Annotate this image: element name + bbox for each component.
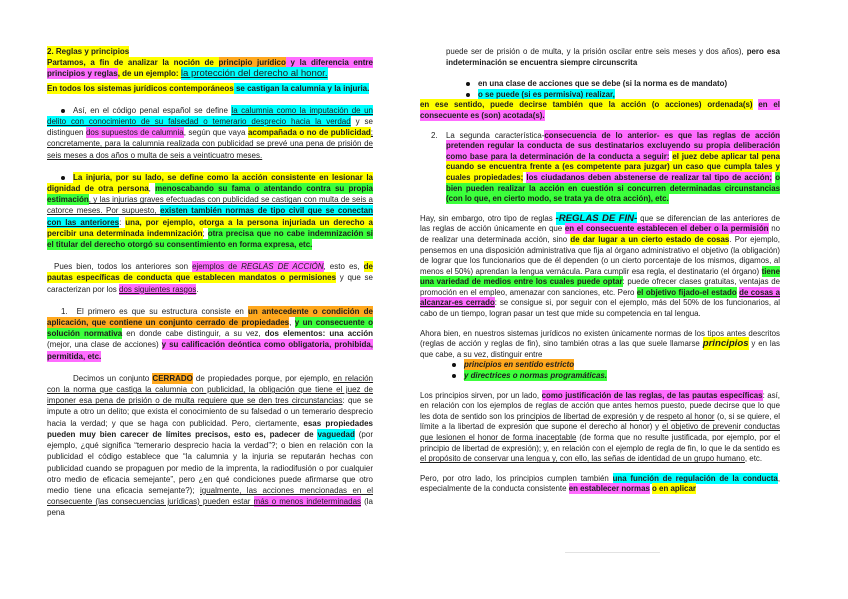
- highlighted-text: y la diferencia entre principios y reglas: [47, 58, 373, 79]
- text-run: ; concretamente, para la calumnia realizada con publicidad se prevé una pena de prisión de seis meses a dos años o multa de seis a veinticuatro meses.: [47, 128, 373, 160]
- text-run: (de forma que no resulte justificada, por ejemplo, por el principio de libertad de expresión); y, en relación con el ejemplo de regla de fin, lo que le da sentido es: [420, 433, 780, 453]
- highlighted-text: más o menos indeterminadas: [253, 497, 362, 507]
- highlighted-text: y directrices o normas programáticas.: [464, 371, 607, 381]
- bullet-marker: [61, 176, 65, 180]
- bullet-marker: [61, 109, 65, 113]
- highlighted-text: dos supuestos de calumnia: [85, 128, 184, 138]
- text-run: y que se caracterizan por los: [47, 273, 373, 294]
- numbered-item-2: [420, 131, 780, 205]
- text-run: La segunda característica-: [446, 130, 545, 140]
- text-run: : así, en relación con los ejemplos de reglas de acción que antes hemos puesto, puede decirse que lo que les dota de sentido son los: [420, 390, 780, 421]
- text-run: (la pena: [47, 497, 373, 518]
- highlighted-text: principios: [702, 338, 749, 350]
- highlighted-text: una, por ejemplo, otorga a la persona injuriada un derecho a percibir una determinada indemnización: [47, 217, 373, 238]
- item-number: 2.: [431, 130, 438, 140]
- item-text: [47, 306, 373, 362]
- bullet-text: [464, 359, 574, 370]
- highlighted-text: en el consecuente establecen el deber o la permisión: [564, 224, 769, 234]
- bullet-text: [47, 105, 373, 160]
- highlighted-text: -REGLAS DE FIN-: [555, 212, 638, 224]
- highlighted-text: un antecedente o condición de aplicación, que contiene un conjunto cerrado de propiedades: [47, 306, 373, 328]
- intro-paragraph: [47, 57, 373, 79]
- highlighted-text: La injuria, por su lado, se define como la acción consistente en lesionar la dignidad de otra persona: [47, 172, 373, 194]
- text-run: .: [196, 284, 199, 294]
- text-run: ,: [148, 184, 156, 194]
- highlighted-text: la protección del derecho al honor.: [180, 68, 328, 80]
- highlighted-text: de pautas específicas de conducta que establecen mandatos o permisiones: [47, 262, 373, 283]
- bullet-marker: [452, 363, 456, 367]
- text-run: Así, en el código penal español se define: [73, 105, 232, 115]
- highlighted-text: de dar lugar a un cierto estado de cosas: [570, 234, 730, 244]
- text-run: El primero es que su estructura consiste en: [76, 306, 249, 316]
- bullet-marker: [452, 374, 456, 378]
- highlighted-text: principios en sentido estricto: [464, 360, 575, 370]
- closed-set-paragraph: [47, 373, 373, 519]
- highlighted-text: principio jurídico: [218, 58, 286, 68]
- bullet-text: [478, 89, 615, 100]
- bullet-text: [464, 370, 607, 381]
- highlighted-text: una función de regulación de la conducta: [612, 473, 778, 483]
- highlighted-text: o bien pueden realizar la acción en cuestión si concurren determinadas circunstancias (con lo que, en cierto modo, se trata ya de otra acción), etc.: [446, 172, 780, 204]
- highlighted-text: CERRADO: [152, 373, 193, 383]
- text-run: y se distinguen: [47, 117, 373, 138]
- text-run: : que se impute a otro un delito; que exista el conocimiento de su falsedad o un temerario desprecio hacia la verdad; y que se haga con publicidad. Pero, ciertamente,: [47, 396, 373, 428]
- principles-intro-paragraph: [420, 329, 780, 361]
- highlighted-text: REGLAS DE ACCIÓN: [241, 262, 324, 272]
- text-run: :: [119, 217, 126, 227]
- text-run: ;: [202, 228, 208, 238]
- text-run: no de realizar una determinada acción, sino: [420, 224, 780, 244]
- highlighted-text: la calumnia como la imputación de un delito con conocimiento de su falsedad o temerario desprecio hacia la verdad: [47, 105, 373, 127]
- continuation-paragraph: [420, 47, 780, 68]
- highlighted-text: y un consecuente o solución normativa: [47, 318, 373, 339]
- ends-rules-paragraph: [420, 214, 780, 320]
- text-run: : puede ofrecer clases gratuitas, ventajas de promoción en el empleo, amenazar con sanciones, etc. Pero: [420, 277, 780, 297]
- highlighted-text: o en aplicar: [652, 484, 696, 494]
- page-footer-rule: [565, 552, 660, 553]
- calumnia-bullet: [47, 105, 373, 161]
- highlighted-text: se castigan la calumnia y la injuria.: [233, 83, 370, 93]
- highlighted-text: consecuencia de lo anterior- es que las reglas de acción pretenden regular la conducta de sus destinatarios excluyendo su propia deliberación como base para la determinación de la conducta a seguir:: [446, 130, 780, 161]
- highlighted-text: ejemplos de: [192, 262, 242, 272]
- text-run: en una clase de acciones que se debe (si la norma es de mandato): [478, 79, 728, 89]
- text-run: (o, si se quiere, el límite a la libertad de expresión que supone el derecho al honor) y: [420, 411, 780, 432]
- text-run: Hay, sin embargo, otro tipo de reglas: [420, 213, 556, 223]
- highlighted-text: en ese sentido, puede decirse también que la acción (o acciones) ordenada(s): [420, 100, 753, 110]
- text-run: , según que vaya: [183, 128, 248, 138]
- text-run: pero esa indeterminación se encuentra siempre circunscrita: [446, 47, 780, 67]
- text-run: puede ser de prisión o de multa, y la prisión oscilar entre seis meses y dos años),: [446, 47, 747, 56]
- bullet-marker: [466, 82, 470, 86]
- left-page: [47, 46, 373, 594]
- text-run: (mejor, una clase de acciones): [47, 340, 162, 350]
- section-heading: [47, 46, 373, 57]
- highlighted-text: vaguedad: [317, 429, 355, 439]
- numbered-item-1: [47, 306, 373, 362]
- text-run: el objetivo de prevenir conductas que lesionen el honor de forma inaceptable: [420, 422, 780, 442]
- highlighted-text: de cosas a alcanzar-es cerrado: [420, 287, 780, 308]
- text-run: Pero, por otro lado, los principios cumplen también: [420, 473, 613, 483]
- crimes-paragraph: [47, 83, 373, 94]
- rules-of-action-paragraph: [47, 261, 373, 295]
- highlighted-text: en establecer normas: [568, 484, 650, 494]
- highlighted-text: 2. Reglas y principios: [47, 47, 130, 56]
- bounded-action-paragraph: [420, 100, 780, 121]
- regulation-paragraph: [420, 474, 780, 495]
- justification-paragraph: [420, 391, 780, 465]
- highlighted-text: , de un ejemplo:: [117, 69, 181, 79]
- highlighted-text: en el consecuente es (son) acotada(s).: [420, 100, 780, 120]
- text-run: Decimos un conjunto: [73, 373, 153, 383]
- text-run: igualmente, las acciones mencionadas en el consecuente (las consecuencias jurídicas) pueden estar: [47, 485, 373, 507]
- bullet-text: [478, 79, 727, 88]
- text-run: , etc.: [744, 454, 763, 464]
- text-run: , esto es,: [323, 262, 364, 272]
- text-run: dos elementos: una acción: [264, 329, 373, 339]
- highlighted-text: y su calificación deóntica como obligatoria, prohibida, permitida, etc.: [47, 340, 373, 361]
- text-run: , especialmente de la conducta consistente: [420, 473, 780, 494]
- highlighted-text: o se puede (si es permisiva) realizar,: [478, 89, 615, 99]
- highlighted-text: En todos los sistemas jurídicos contemporáneos: [47, 83, 234, 93]
- text-run: Los principios sirven, por un lado,: [420, 390, 542, 400]
- text-run: , y las injurias graves efectuadas con publicidad se castigan con multa de seis a catorce meses. Por supuesto,: [47, 195, 373, 216]
- item-text: [446, 130, 780, 205]
- highlighted-text: como justificación de las reglas, de las pautas específicas: [541, 390, 763, 400]
- highlighted-text: dos siguientes rasgos: [119, 284, 197, 294]
- highlighted-text: el objetivo fijado-el estado: [636, 287, 737, 297]
- highlighted-text: los ciudadanos deben abstenerse de realizar tal tipo de acción;: [526, 172, 773, 182]
- text-run: (por ejemplo, ¿qué significa “temerario desprecio hacia la verdad”?; o bien en relación con la publicidad el código establece que “la calumnia y la injuria se reputarán hechas con publicidad cuando se propaguen por medio de la imprenta, la radiodifusión o por cualquier otro medio de eficacia semejante”, pero ¿en qué condiciones puede afirmarse que otro medio tiene una eficacia semejante?);: [47, 429, 373, 495]
- text-run: : se consigue si, por seguir con el ejemplo, más del 50% de los funcionarios, al cabo de un tiempo, logran pasar un test que mide su competencia en tal lengua.: [420, 298, 780, 319]
- injuria-bullet: [47, 172, 373, 250]
- text-run: el propósito de conservar una lengua y, con ello, las señas de identidad de un grupo humano: [420, 454, 745, 464]
- highlighted-text: menoscabando su fama o atentando contra su propia estimación: [47, 184, 373, 205]
- right-page: [420, 47, 780, 595]
- text-run: esas propiedades pueden muy bien carecer de límites precisos, esto es, padecer de: [47, 418, 373, 439]
- text-run: ,: [289, 318, 295, 328]
- highlighted-text: acompañada o no de publicidad: [247, 128, 371, 138]
- text-run: que se diferencian de las anteriores de las reglas de acción únicamente en que: [420, 213, 780, 234]
- bullet-marker: [466, 93, 470, 97]
- highlighted-text: existen también normas de tipo civil que se conectan con las anteriores: [47, 206, 373, 227]
- text-run: en donde cabe distinguir, a su vez,: [122, 329, 265, 339]
- text-run: Pues bien, todos los anteriores son: [54, 262, 193, 272]
- item-number: 1.: [61, 306, 68, 316]
- text-run: en relación con la norma que castiga la calumnia con publicidad, la obligación que tiene el juez de imponer esa pena de prisión o de multa requiere que se den tres circunstancias: [47, 373, 373, 406]
- text-run: de propiedades porque, por ejemplo,: [192, 373, 334, 383]
- highlighted-text: Partamos, a fin de analizar la noción de: [47, 58, 219, 68]
- bullet-text: [47, 172, 373, 250]
- text-run: principios de libertad de expresión y de respeto al honor: [516, 411, 715, 421]
- highlighted-text: el juez debe aplicar tal pena cuando se encuentra frente a (es competente para juzgar) un caso que cumpla tales y cuales propiedades;: [446, 151, 780, 182]
- text-run: . Por ejemplo, pensemos en una disposición administrativa que fija al órgano administrativo el objetivo (la obligación) de lograr que los funcionarios que de él dependen (o un cierto porcentaje de los mismos, digamos, al menos el 50%) aprendan la lengua vernácula. Para cumplir esa regla, el destinatario (el órgano): [420, 234, 780, 276]
- directives-bullet: [420, 371, 780, 382]
- text-run: Ahora bien, en nuestros sistemas jurídicos no existen únicamente normas de los tipos antes descritos (reglas de acción y reglas de fin), sino también otras a las que suele llamarse: [420, 328, 780, 349]
- highlighted-text: tiene una variedad de medios entre los cuales puede optar: [420, 266, 780, 287]
- text-run: y en las que cabe, a su vez, distinguir entre: [420, 339, 780, 359]
- highlighted-text: otra precisa que no cabe indemnización si el titular del derecho otorgó su consentimiento en forma expresa, etc.: [47, 228, 373, 250]
